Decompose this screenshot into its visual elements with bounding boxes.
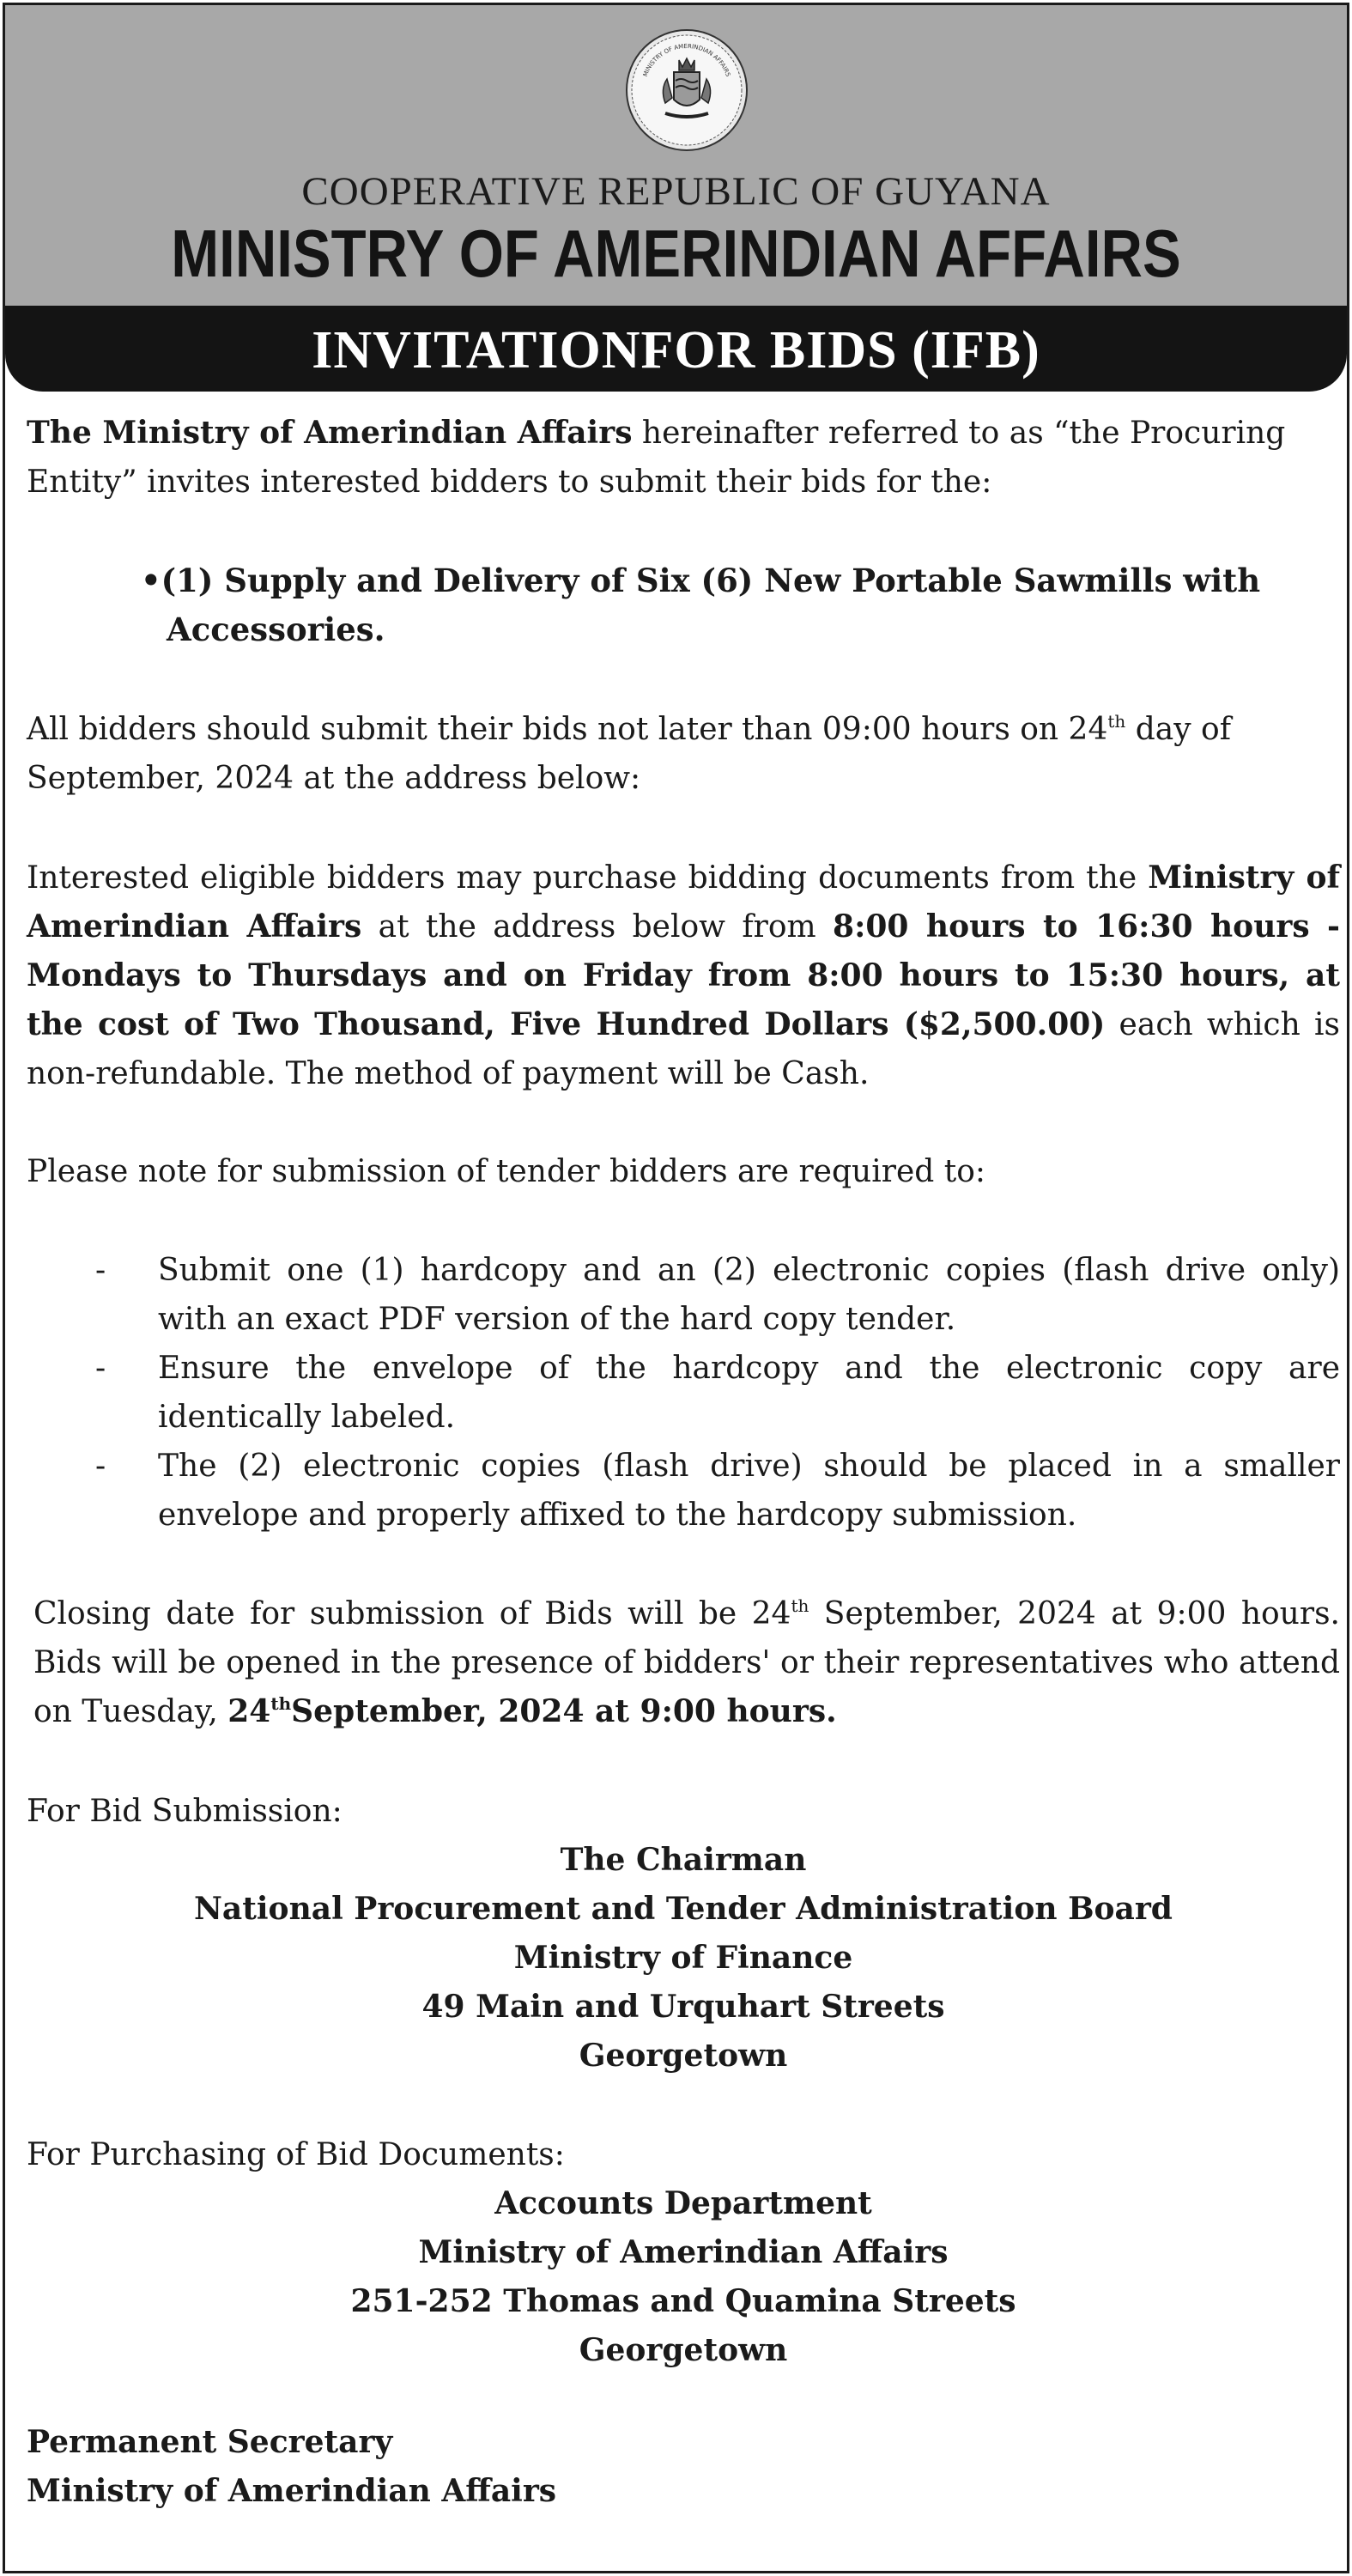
deadline-text-end: day of September, 2024 at the address below:	[27, 712, 1232, 796]
svg-text:MINISTRY OF AMERINDIAN AFFAIRS: MINISTRY OF AMERINDIAN AFFAIRS	[641, 42, 732, 78]
purchasing-label: For Purchasing of Bid Documents:	[27, 2137, 565, 2172]
procuring-entity: The Ministry of Amerindian Affairs	[27, 415, 633, 451]
list-item: - The (2) electronic copies (flash drive) should be placed in a smaller envelope and properly affixed to the hardcopy submission.	[95, 1449, 1340, 1533]
header	[5, 5, 1347, 306]
deadline-paragraph	[27, 705, 1340, 803]
purchase-text-3: each which is non-refundable. The method of payment will be Cash.	[27, 1007, 1340, 1091]
address-line: National Procurement and Tender Administration Board	[194, 1891, 1173, 1927]
closing-text-1: Closing date for submission of Bids will be 24	[33, 1596, 791, 1631]
purchasing-address	[27, 2179, 1340, 2375]
purchase-text-2: at the address below from	[361, 909, 834, 945]
requirement-text: Submit one (1) hardcopy and an (2) electronic copies (flash drive only) with an exact PDF version of the hard copy tender.	[158, 1253, 1340, 1337]
address-line: The Chairman	[560, 1842, 807, 1878]
intro-text: hereinafter referred to as “the Procuring Entity” invites interested bidders to submit their bids for the:	[27, 416, 1286, 500]
submission-address	[27, 1836, 1340, 2081]
closing-text-2: September, 2024 at 9:00 hours. Bids will be opened in the presence of bidders' or their representatives who attend on Tuesday,	[33, 1596, 1340, 1729]
submission-label: For Bid Submission:	[27, 1794, 343, 1829]
address-line: Ministry of Amerindian Affairs	[418, 2234, 949, 2270]
procurement-item: •(1) Supply and Delivery of Six (6) New Portable Sawmills with Accessories.	[141, 562, 1261, 648]
coat-of-arms-seal	[626, 29, 748, 151]
signatory-ministry: Ministry of Amerindian Affairs	[27, 2473, 557, 2509]
closing-sup-1: th	[791, 1595, 809, 1616]
purchase-ministry: Ministry of Amerindian Affairs	[27, 860, 1340, 945]
address-line: 251-252 Thomas and Quamina Streets	[350, 2283, 1016, 2319]
address-line: Accounts Department	[494, 2185, 872, 2221]
note-intro: Please note for submission of tender bidders are required to:	[27, 1154, 986, 1189]
closing-paragraph	[27, 1589, 1340, 1736]
requirement-text: Ensure the envelope of the hardcopy and the electronic copy are identically labeled.	[158, 1351, 1340, 1435]
intro-paragraph	[27, 409, 1340, 507]
list-item: - Submit one (1) hardcopy and an (2) electronic copies (flash drive only) with an exact PDF version of the hard copy tender.	[95, 1253, 1340, 1337]
ministry-name: MINISTRY OF AMERINDIAN AFFAIRS	[171, 216, 1181, 291]
address-line: Georgetown	[579, 2332, 788, 2368]
deadline-sup: th	[1107, 711, 1126, 732]
purchase-paragraph	[27, 854, 1340, 1098]
closing-date-rest: September, 2024 at 9:00 hours.	[291, 1693, 837, 1729]
closing-date-day: 24	[227, 1693, 271, 1729]
republic-name: COOPERATIVE REPUBLIC OF GUYANA	[301, 169, 1051, 214]
ifb-title: INVITATIONFOR BIDS (IFB)	[312, 321, 1040, 380]
requirements-list	[27, 1246, 1340, 1540]
signature-block	[27, 2418, 556, 2516]
purchase-text-1: Interested eligible bidders may purchase bidding documents from the	[27, 860, 1149, 896]
address-line: Georgetown	[579, 2038, 788, 2074]
address-line: Ministry of Finance	[513, 1940, 853, 1976]
deadline-text: All bidders should submit their bids not later than 09:00 hours on 24	[27, 712, 1108, 747]
requirement-text: The (2) electronic copies (flash drive) should be placed in a smaller envelope and properly affixed to the hardcopy submission.	[158, 1449, 1340, 1533]
address-line: 49 Main and Urquhart Streets	[421, 1989, 945, 2025]
closing-sup-2: th	[270, 1693, 292, 1714]
purchase-hours-cost: 8:00 hours to 16:30 hours - Mondays to Thursdays and on Friday from 8:00 hours to 15:30 hours, at the cost of Two Thousand, Five Hundred Dollars ($2,500.00)	[27, 908, 1340, 1042]
ifb-notice	[3, 3, 1349, 2573]
list-item: - Ensure the envelope of the hardcopy and the electronic copy are identically labeled.	[95, 1351, 1340, 1435]
signatory-title: Permanent Secretary	[27, 2424, 393, 2460]
